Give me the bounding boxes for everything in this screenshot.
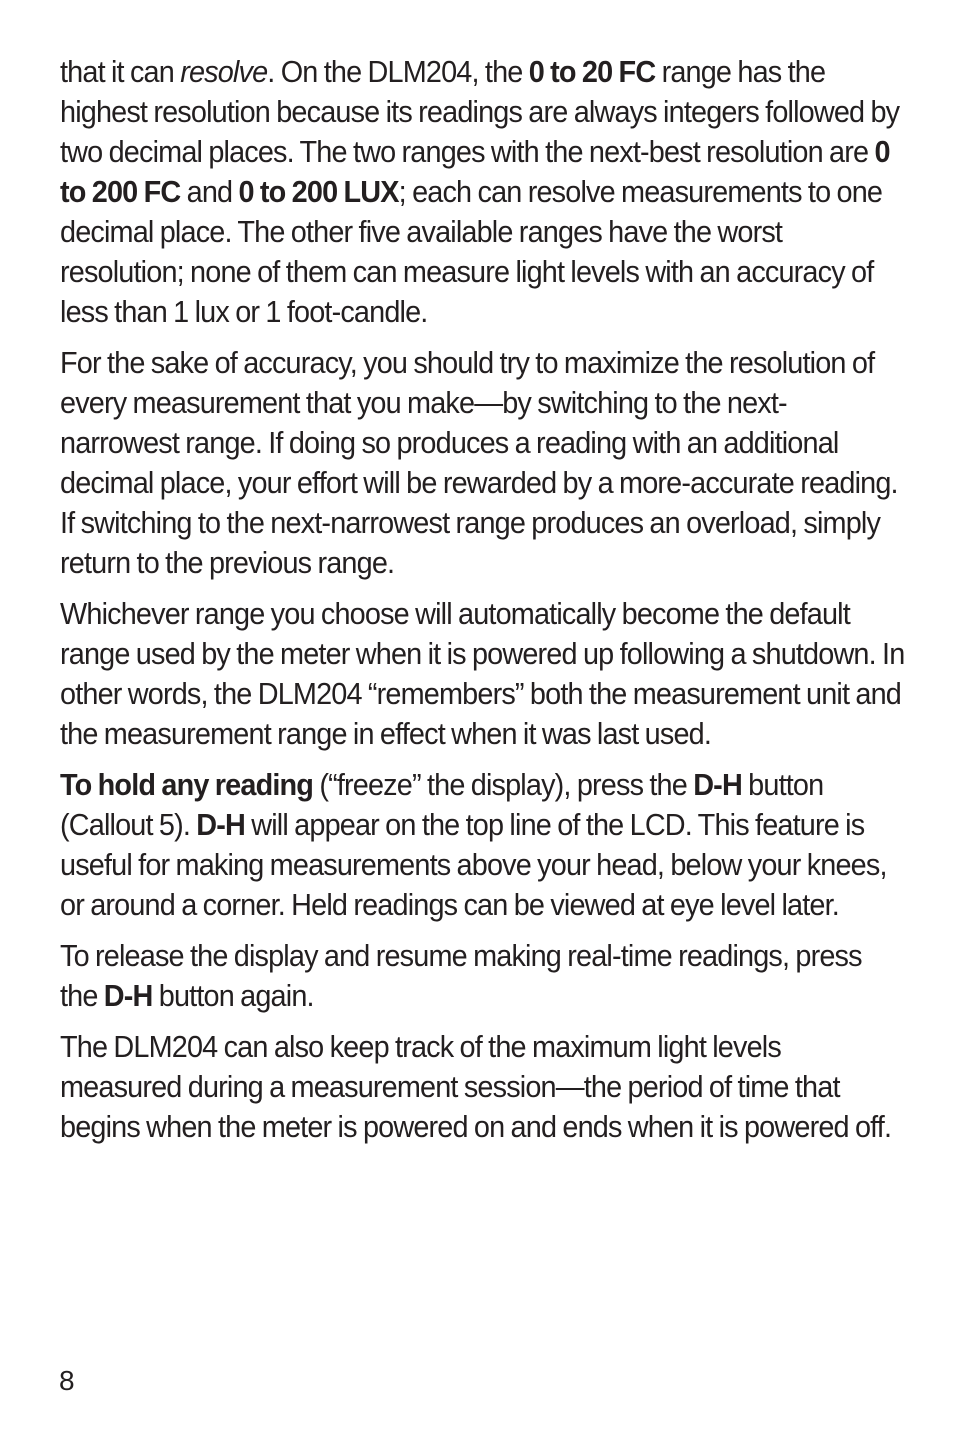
- text-run: button again.: [152, 978, 314, 1013]
- emphasis-resolve: resolve: [180, 54, 268, 89]
- range-0-20-fc: 0 to 20 FC: [528, 54, 656, 89]
- text-run: . On the DLM204, the: [267, 54, 529, 89]
- text-run: (“freeze” the display), press the: [313, 767, 694, 802]
- page-number: 8: [59, 1365, 75, 1396]
- button-label-d-h: D-H: [196, 807, 246, 842]
- text-run: The DLM204 can also keep track of the maximum light levels measured during a measurement session—the period of time that begins when the meter is powered on and ends when it is powered off.: [60, 1029, 892, 1144]
- manual-page-body: [60, 52, 905, 1158]
- range-0-200-fc: 0 to 200 FC: [60, 134, 890, 209]
- text-run: Whichever range you choose will automatically become the default range used by the meter when it is powered up following a shutdown. In other words, the DLM204 “remembers” both the measurement unit and the measurement range in effect when it was last used.: [60, 596, 905, 751]
- button-label-d-h: D-H: [693, 767, 742, 802]
- button-label-d-h: D-H: [103, 978, 153, 1013]
- text-run: that it can: [60, 54, 181, 89]
- text-run: and: [180, 174, 239, 209]
- text-run: will appear on the top line of the LCD. This feature is useful for making measurements above your head, below your knees, or around a corner. Held readings can be viewed at eye level later.: [60, 807, 887, 922]
- range-0-200-lux: 0 to 200 LUX: [238, 174, 399, 209]
- paragraph-max-light-levels: [60, 1027, 905, 1147]
- text-run: range has the highest resolution because its readings are always integers followed by two decimal places. The two ranges with the next-best resolution are: [60, 54, 900, 169]
- paragraph-hold-reading: [60, 765, 905, 925]
- text-run: ; each can resolve measurements to one decimal place. The other five available ranges have the worst resolution; none of them can measure light levels with an accuracy of less than 1 lux or 1 foot-candle.: [60, 174, 883, 329]
- paragraph-release-display: [60, 936, 905, 1016]
- text-run: To release the display and resume making real-time readings, press the: [60, 938, 862, 1013]
- text-run: button (Callout 5).: [60, 767, 824, 842]
- paragraph-resolution-ranges: [60, 52, 905, 332]
- paragraph-default-range: [60, 594, 905, 754]
- paragraph-maximize-resolution: [60, 343, 905, 583]
- heading-hold-reading: To hold any reading: [60, 767, 314, 802]
- text-run: For the sake of accuracy, you should try to maximize the resolution of every measurement that you make—by switching to the next-narrowest range. If doing so produces a reading with an additional decimal place, your effort will be rewarded by a more-accurate reading. If switching to the next-narrowest range produces an overload, simply return to the previous range.: [60, 345, 898, 580]
